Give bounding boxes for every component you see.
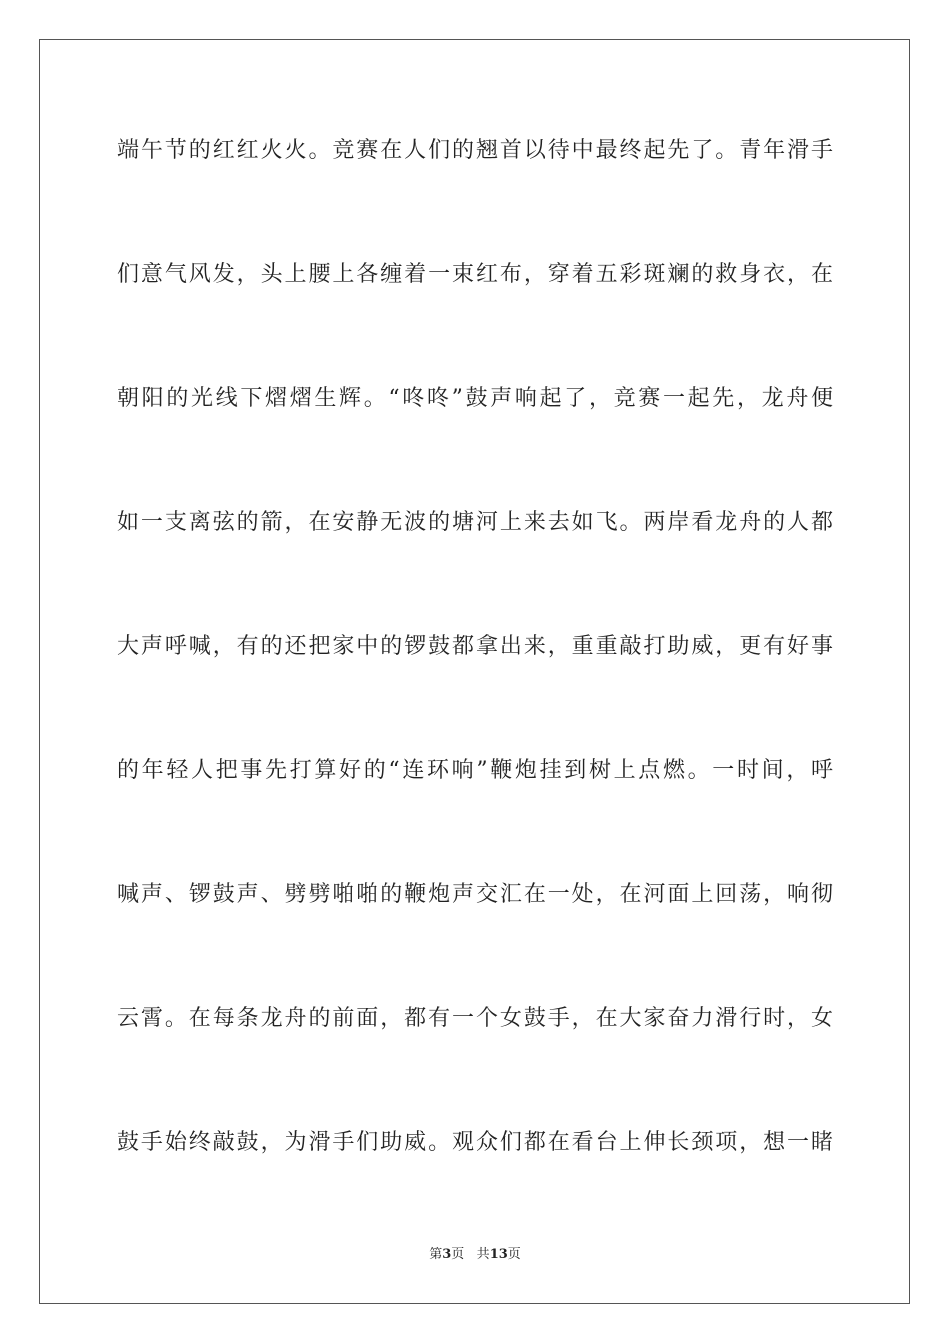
page-number: 3 — [442, 1247, 452, 1262]
total-suffix: 页 — [507, 1247, 521, 1262]
total-prefix: 共 — [476, 1247, 490, 1262]
body-text-line-9: 鼓手始终敲鼓，为滑手们助威。观众们都在看台上伸长颈项，想一睹 — [117, 1130, 833, 1155]
body-text-line-6: 的年轻人把事先打算好的“连环响”鞭炮挂到树上点燃。一时间，呼 — [117, 758, 833, 783]
page-suffix: 页 — [451, 1247, 465, 1262]
total-pages: 13 — [489, 1247, 508, 1262]
body-text-line-1: 端午节的红红火火。竞赛在人们的翘首以待中最终起先了。青年滑手 — [117, 138, 833, 163]
body-text-line-4: 如一支离弦的箭，在安静无波的塘河上来去如飞。两岸看龙舟的人都 — [117, 510, 833, 535]
body-text-line-8: 云霄。在每条龙舟的前面，都有一个女鼓手，在大家奋力滑行时，女 — [117, 1006, 833, 1031]
page-border — [39, 39, 910, 1304]
body-text-line-5: 大声呼喊，有的还把家中的锣鼓都拿出来，重重敲打助威，更有好事 — [117, 634, 833, 659]
page-prefix: 第 — [429, 1247, 443, 1262]
body-text-line-2: 们意气风发，头上腰上各缠着一束红布，穿着五彩斑斓的救身衣，在 — [117, 262, 833, 287]
page-footer — [0, 1246, 950, 1264]
body-text-line-7: 喊声、锣鼓声、劈劈啪啪的鞭炮声交汇在一处，在河面上回荡，响彻 — [117, 882, 833, 907]
body-text-line-3: 朝阳的光线下熠熠生辉。“咚咚”鼓声响起了，竞赛一起先，龙舟便 — [117, 386, 833, 411]
